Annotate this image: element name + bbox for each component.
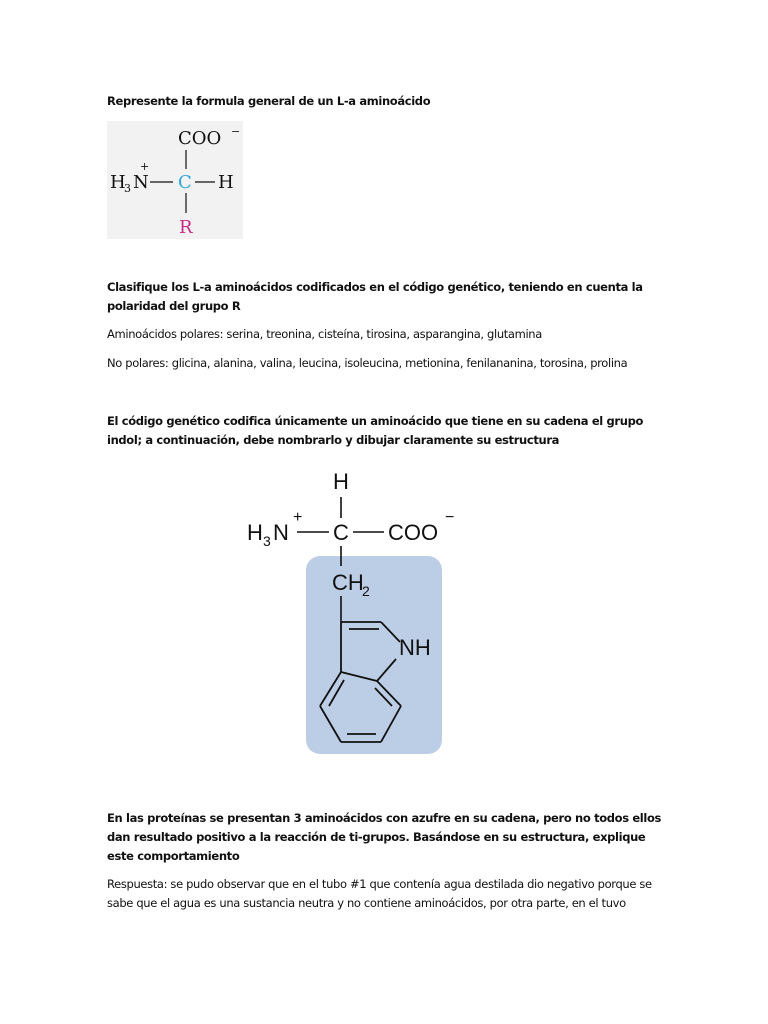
question-sulfur: En las proteínas se presentan 3 aminoácidos con azufre en su cadena, pero no todos ellos dan resultado positivo a la reacción de ti-grupos. Basándose en su estructura, explique este comportamiento: [107, 811, 662, 863]
question-general-formula: Represente la formula general de un L-a aminoácido: [107, 94, 431, 108]
amino-h: H: [110, 172, 126, 193]
hydrogen-label: H: [218, 172, 234, 193]
question-classification: Clasifique los L-a aminoácidos codificados en el código genético, teniendo en cuenta la polaridad del grupo R: [107, 280, 643, 313]
trp-carboxylate: COO: [388, 520, 439, 545]
general-amino-acid-formula: [107, 121, 243, 239]
amino-charge: +: [140, 160, 150, 173]
trp-amino-h: H: [247, 520, 263, 545]
trp-amino-n: N: [273, 520, 289, 545]
amino-n: N: [133, 172, 149, 193]
trp-carboxylate-charge: −: [445, 509, 455, 526]
trp-nh: NH: [399, 635, 431, 660]
carboxylate-charge: −: [231, 125, 241, 138]
side-chain-r: R: [179, 217, 193, 238]
alpha-carbon: C: [178, 172, 192, 193]
question-indol: El código genético codifica únicamente un aminoácido que tiene en su cadena el grupo indol; a continuación, debe nombrarlo y dibujar claramente su estructura: [107, 414, 643, 447]
nonpolar-amino-acids: No polares: glicina, alanina, valina, leucina, isoleucina, metionina, fenilananina, torosina, prolina: [107, 356, 628, 370]
trp-alpha-carbon: C: [333, 520, 349, 545]
trp-amino-charge: +: [293, 509, 303, 526]
tryptophan-structure: [240, 466, 470, 758]
carboxylate-label: COO: [178, 128, 222, 149]
trp-ch2: CH: [332, 570, 364, 595]
amino-subscript: 3: [124, 182, 131, 195]
top-hydrogen: H: [333, 469, 349, 494]
trp-ch2-subscript: 2: [362, 583, 370, 599]
answer-sulfur: Respuesta: se pudo observar que en el tubo #1 que contenía agua destilada dio negativo porque se sabe que el agua es una sustancia neutra y no contiene aminoácidos, por otra parte, en el tuvo: [107, 877, 652, 910]
trp-amino-subscript: 3: [263, 533, 271, 549]
polar-amino-acids: Aminoácidos polares: serina, treonina, cisteína, tirosina, asparangina, glutamina: [107, 327, 542, 341]
